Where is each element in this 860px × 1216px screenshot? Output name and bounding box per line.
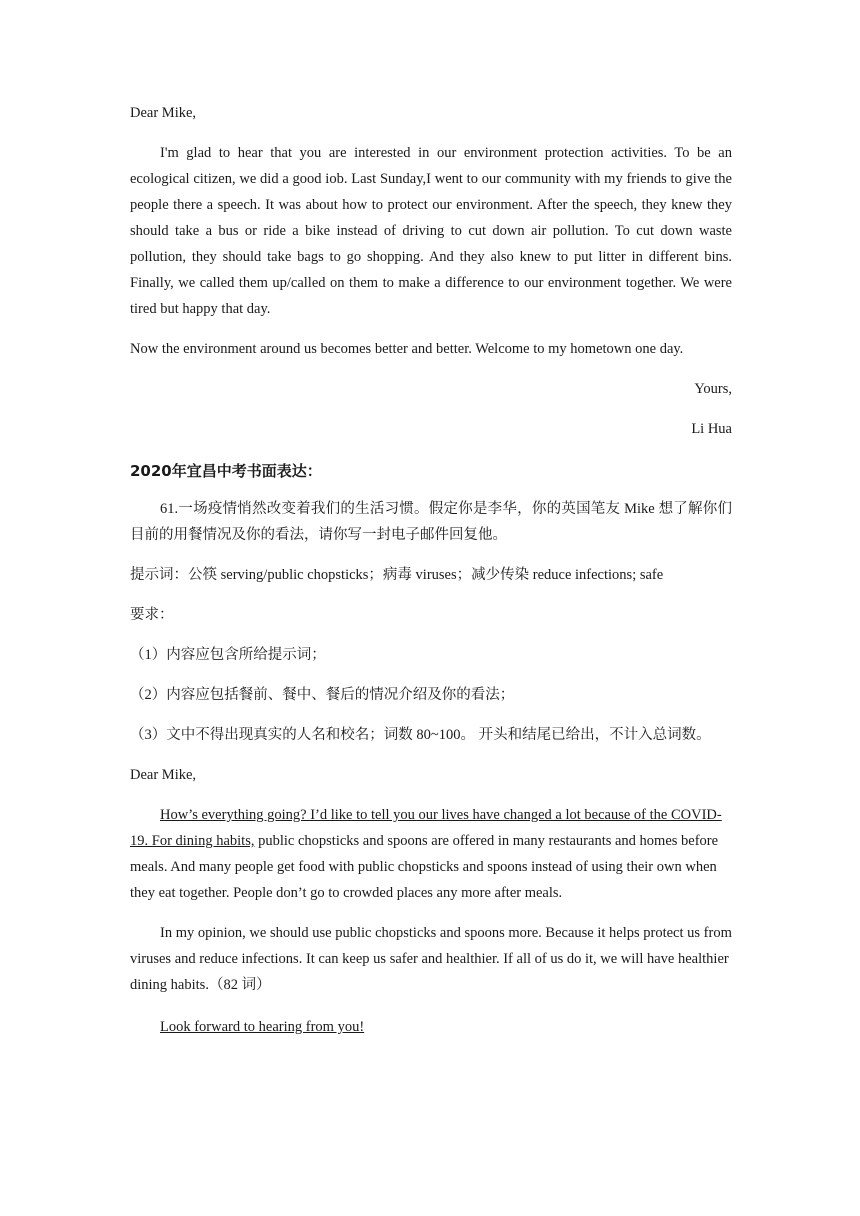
letter2-underlined-opening: How’s everything going? I’d like to tell you our lives have changed a lot because of the COVID-19. For dining habits, (130, 807, 722, 849)
letter2-salutation: Dear Mike, (130, 767, 197, 783)
letter1-closing-paragraph: Now the environment around us becomes better and better. Welcome to my hometown one day. (130, 341, 684, 357)
letter2-closing (130, 1014, 732, 1040)
hint-words: 提示词：公筷 serving/public chopsticks；病毒 viruses；减少传染 reduce infections; safe (130, 567, 664, 583)
requirement-item-2: （2）内容应包括餐前、餐中、餐后的情况介绍及你的看法； (130, 687, 515, 703)
letter2-paragraph-1 (130, 802, 732, 906)
requirements-label: 要求： (130, 607, 174, 623)
letter2-paragraph-1-rest: public chopsticks and spoons are offered in many restaurants and homes before meals. And many people get food with public chopsticks and spoons instead of using their own when they eat together. People don’t go to crowded places any more after meals. (130, 833, 719, 901)
document-content (130, 100, 732, 1040)
section-heading: 2020年宜昌中考书面表达： (130, 462, 322, 480)
letter1-body: I'm glad to hear that you are interested in our environment protection activities. To be an ecological citizen, we did a good iob. Last Sunday,I went to our community with my friends to give the people there a speech. It was about how to protect our environment. After the speech, they knew they should take a bus or ride a bike instead of driving to cut down air pollution. To cut down waste pollution, they should take bags to go shopping. And they also knew to put litter in different bins. Finally, we called them up/called on them to make a difference to our environment together. We were tired but happy that day. (130, 145, 732, 317)
letter2-underlined-closing: Look forward to hearing from you! (160, 1019, 365, 1035)
letter2-paragraph-2: In my opinion, we should use public chopsticks and spoons more. Because it helps protect us from viruses and reduce infections. It can keep us safer and healthier. If all of us do it, we will have healthier dining habits.（82 词） (130, 925, 732, 993)
requirement-item-1: （1）内容应包含所给提示词； (130, 647, 326, 663)
question-text: 61.一场疫情悄然改变着我们的生活习惯。假定你是李华，你的英国笔友 Mike 想了解你们目前的用餐情况及你的看法，请你写一封电子邮件回复他。 (130, 501, 732, 543)
letter1-signature: Li Hua (691, 421, 732, 437)
requirement-item-3: （3）文中不得出现真实的人名和校名；词数 80~100。 开头和结尾已给出，不计入总词数。 (130, 727, 711, 743)
letter1-sign-off: Yours, (694, 381, 732, 397)
letter1-salutation: Dear Mike, (130, 105, 197, 121)
